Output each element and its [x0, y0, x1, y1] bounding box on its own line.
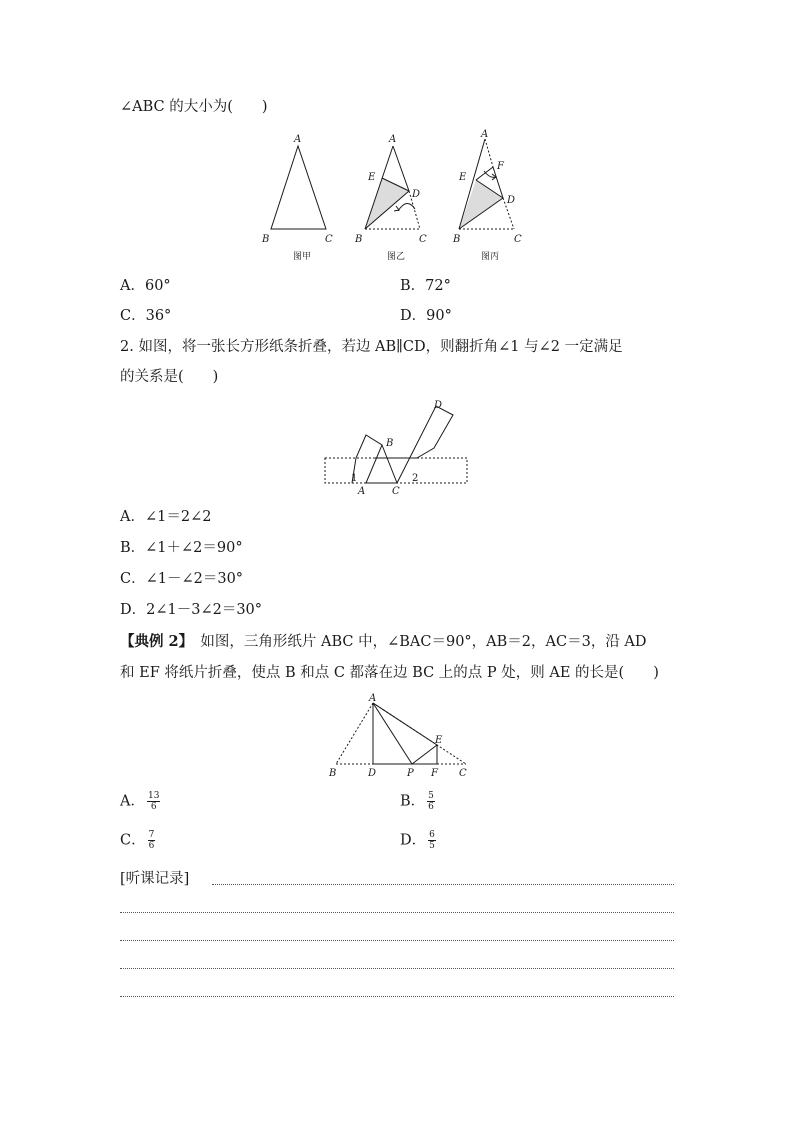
- label-C: C: [459, 768, 467, 779]
- notes-line-4[interactable]: [120, 968, 674, 969]
- q1-option-a[interactable]: A．60°: [120, 278, 171, 294]
- label-A: A: [358, 486, 366, 497]
- example2-stem-line1: 【典例 2】 如图，三角形纸片 ABC 中，∠BAC＝90°，AB＝2，AC＝3，沿 AD: [120, 633, 647, 650]
- label-E: E: [368, 172, 376, 183]
- label-D: D: [368, 768, 377, 779]
- label-E: E: [459, 172, 467, 183]
- example2-option-b[interactable]: B． $\frac{5}{6}$: [400, 791, 434, 812]
- label-B: B: [453, 234, 461, 245]
- q2-figure: [320, 395, 475, 500]
- q2-stem-line1: 2. 如图，将一张长方形纸条折叠，若边 AB∥CD，则翻折角∠1 与∠2 一定满足: [120, 339, 623, 355]
- label-F: F: [497, 161, 504, 172]
- label-C: C: [514, 234, 522, 245]
- q2-option-a[interactable]: A．∠1＝2∠2: [120, 509, 212, 525]
- q1-figure-yi: [350, 125, 440, 265]
- notes-line-3[interactable]: [120, 940, 674, 941]
- q1-figure-bing: [448, 125, 538, 265]
- angle-2-label: 2: [412, 473, 419, 484]
- example2-option-d[interactable]: D． $\frac{6}{5}$: [400, 830, 435, 851]
- q2-option-c[interactable]: C．∠1－∠2＝30°: [120, 571, 244, 587]
- label-A: A: [389, 134, 397, 145]
- notes-label: [听课记录]: [120, 871, 190, 887]
- caption-jia: 图甲: [293, 252, 312, 262]
- example2-figure: [325, 690, 475, 785]
- example2-tag: 【典例 2】: [120, 633, 186, 650]
- label-F: F: [431, 768, 438, 779]
- example2-option-a[interactable]: A． $\frac{13}{6}$: [120, 791, 160, 812]
- label-C: C: [419, 234, 427, 245]
- q1-option-b[interactable]: B．72°: [400, 278, 451, 294]
- label-D: D: [412, 189, 421, 200]
- label-A: A: [369, 693, 377, 704]
- example2-option-c[interactable]: C． $\frac{7}{6}$: [120, 830, 155, 851]
- notes-line-2[interactable]: [120, 912, 674, 913]
- label-A: A: [481, 129, 489, 140]
- label-B: B: [262, 234, 270, 245]
- q1-option-c[interactable]: C．36°: [120, 308, 172, 324]
- q2-option-b[interactable]: B．∠1＋∠2＝90°: [120, 540, 243, 556]
- label-B: B: [386, 438, 394, 449]
- label-B: B: [355, 234, 363, 245]
- label-D: D: [434, 400, 443, 411]
- q1-figure-jia: [255, 125, 345, 265]
- q1-stem: ∠ABC 的大小为( ): [120, 99, 268, 115]
- label-D: D: [507, 195, 516, 206]
- label-E: E: [435, 735, 443, 746]
- notes-line-1[interactable]: [212, 884, 674, 885]
- label-B: B: [329, 768, 337, 779]
- label-P: P: [407, 768, 414, 779]
- angle-1-label: 1: [351, 473, 358, 484]
- q2-stem-line2: 的关系是( ): [120, 369, 219, 385]
- q2-option-d[interactable]: D．2∠1－3∠2＝30°: [120, 602, 263, 618]
- notes-line-5[interactable]: [120, 996, 674, 997]
- example2-stem-line2: 和 EF 将纸片折叠，使点 B 和点 C 都落在边 BC 上的点 P 处，则 AE 的长是( ): [120, 665, 659, 681]
- q1-option-d[interactable]: D．90°: [400, 308, 452, 324]
- label-A: A: [294, 134, 302, 145]
- caption-yi: 图乙: [387, 252, 406, 262]
- caption-bing: 图丙: [481, 252, 500, 262]
- label-C: C: [392, 486, 400, 497]
- label-C: C: [325, 234, 333, 245]
